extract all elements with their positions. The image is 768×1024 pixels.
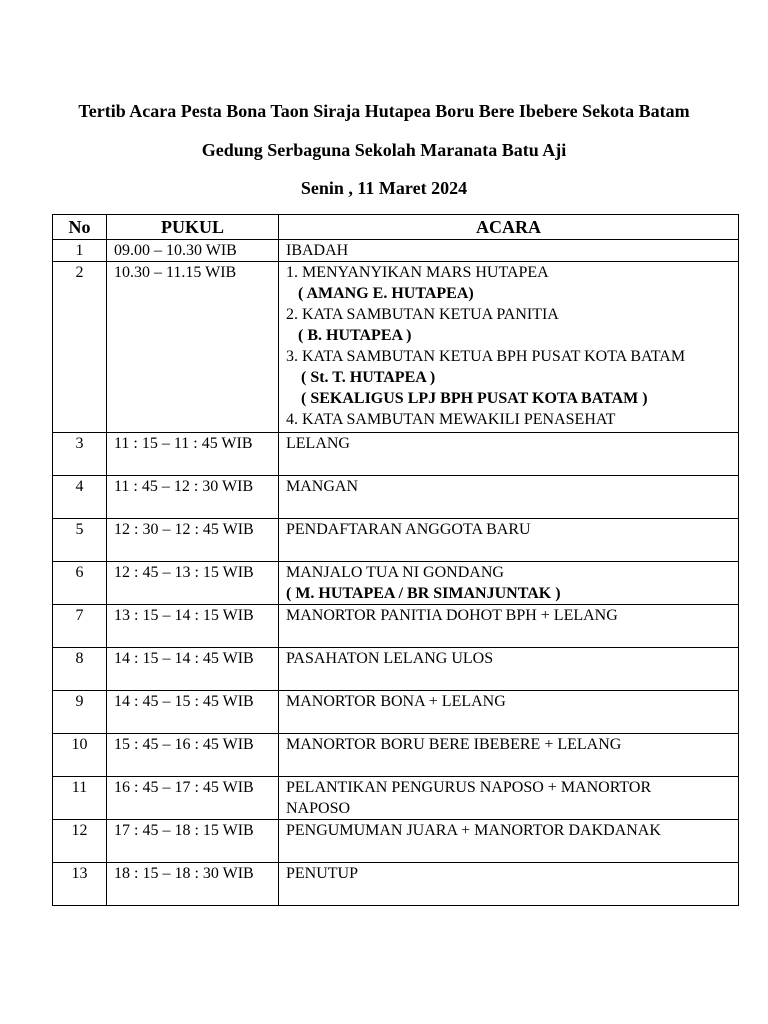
row-number: 2 <box>53 262 107 433</box>
row-activity <box>279 734 739 777</box>
row-time: 12 : 30 – 12 : 45 WIB <box>107 519 279 562</box>
date-title: Senin , 11 Maret 2024 <box>300 178 468 198</box>
row-number: 12 <box>53 820 107 863</box>
row-activity <box>279 262 739 433</box>
row-activity <box>279 648 739 691</box>
row-time: 18 : 15 – 18 : 30 WIB <box>107 863 279 906</box>
table-row <box>53 820 739 863</box>
row-activity <box>279 691 739 734</box>
row-activity <box>279 605 739 648</box>
table-row <box>53 734 739 777</box>
row-number: 13 <box>53 863 107 906</box>
row-number: 5 <box>53 519 107 562</box>
row-time: 09.00 – 10.30 WIB <box>107 240 279 262</box>
row-time: 17 : 45 – 18 : 15 WIB <box>107 820 279 863</box>
row-activity <box>279 519 739 562</box>
row-number: 4 <box>53 476 107 519</box>
table-row <box>53 476 739 519</box>
column-header-acara: ACARA <box>279 215 739 240</box>
schedule-rows <box>53 240 739 906</box>
table-row <box>53 691 739 734</box>
row-activity <box>279 240 739 262</box>
column-header-no: No <box>53 215 107 240</box>
schedule-table <box>52 214 739 906</box>
row-time: 12 : 45 – 13 : 15 WIB <box>107 562 279 605</box>
row-time: 16 : 45 – 17 : 45 WIB <box>107 777 279 820</box>
table-row <box>53 262 739 433</box>
table-row <box>53 519 739 562</box>
row-activity <box>279 476 739 519</box>
activity-line: MANORTOR BONA + LELANG <box>286 693 506 710</box>
activity-line: ( SEKALIGUS LPJ BPH PUSAT KOTA BATAM ) <box>301 390 648 407</box>
activity-line: ( M. HUTAPEA / BR SIMANJUNTAK ) <box>286 585 561 602</box>
row-time: 15 : 45 – 16 : 45 WIB <box>107 734 279 777</box>
activity-line: ( St. T. HUTAPEA ) <box>301 369 436 386</box>
activity-line: NAPOSO <box>286 800 351 817</box>
activity-line: PENDAFTARAN ANGGOTA BARU <box>286 521 531 538</box>
table-row <box>53 240 739 262</box>
row-number: 10 <box>53 734 107 777</box>
table-row <box>53 648 739 691</box>
activity-line: 4. KATA SAMBUTAN MEWAKILI PENASEHAT <box>286 411 616 428</box>
activity-line: MANORTOR PANITIA DOHOT BPH + LELANG <box>286 607 618 624</box>
row-time: 14 : 15 – 14 : 45 WIB <box>107 648 279 691</box>
activity-line: PENUTUP <box>286 865 359 882</box>
row-number: 1 <box>53 240 107 262</box>
row-time: 11 : 15 – 11 : 45 WIB <box>107 433 279 476</box>
activity-line: PELANTIKAN PENGURUS NAPOSO + MANORTOR <box>286 779 652 796</box>
row-number: 8 <box>53 648 107 691</box>
activity-line: ( AMANG E. HUTAPEA) <box>298 285 474 302</box>
table-row <box>53 605 739 648</box>
table-row <box>53 863 739 906</box>
activity-line: MANORTOR BORU BERE IBEBERE + LELANG <box>286 736 622 753</box>
activity-line: ( B. HUTAPEA ) <box>298 327 412 344</box>
column-header-pukul: PUKUL <box>107 215 279 240</box>
row-activity <box>279 820 739 863</box>
activity-line: MANGAN <box>286 478 358 495</box>
row-number: 6 <box>53 562 107 605</box>
row-time: 11 : 45 – 12 : 30 WIB <box>107 476 279 519</box>
activity-line: 1. MENYANYIKAN MARS HUTAPEA <box>286 264 549 281</box>
row-number: 3 <box>53 433 107 476</box>
row-activity <box>279 433 739 476</box>
table-row <box>53 562 739 605</box>
table-row <box>53 777 739 820</box>
row-time: 10.30 – 11.15 WIB <box>107 262 279 433</box>
row-activity <box>279 863 739 906</box>
document-title: Tertib Acara Pesta Bona Taon Siraja Hutapea Boru Bere Ibebere Sekota Batam <box>78 101 690 121</box>
activity-line: LELANG <box>286 435 350 452</box>
row-number: 11 <box>53 777 107 820</box>
venue-title: Gedung Serbaguna Sekolah Maranata Batu Aji <box>201 140 567 160</box>
row-number: 9 <box>53 691 107 734</box>
activity-line: 2. KATA SAMBUTAN KETUA PANITIA <box>286 306 559 323</box>
row-time: 13 : 15 – 14 : 15 WIB <box>107 605 279 648</box>
activity-line: IBADAH <box>286 242 349 259</box>
activity-line: PENGUMUMAN JUARA + MANORTOR DAKDANAK <box>286 822 661 839</box>
table-header-row <box>53 215 739 240</box>
row-activity <box>279 562 739 605</box>
activity-line: 3. KATA SAMBUTAN KETUA BPH PUSAT KOTA BATAM <box>286 348 686 365</box>
table-row <box>53 433 739 476</box>
activity-line: MANJALO TUA NI GONDANG <box>286 564 504 581</box>
row-activity <box>279 777 739 820</box>
activity-line: PASAHATON LELANG ULOS <box>286 650 494 667</box>
row-number: 7 <box>53 605 107 648</box>
row-time: 14 : 45 – 15 : 45 WIB <box>107 691 279 734</box>
